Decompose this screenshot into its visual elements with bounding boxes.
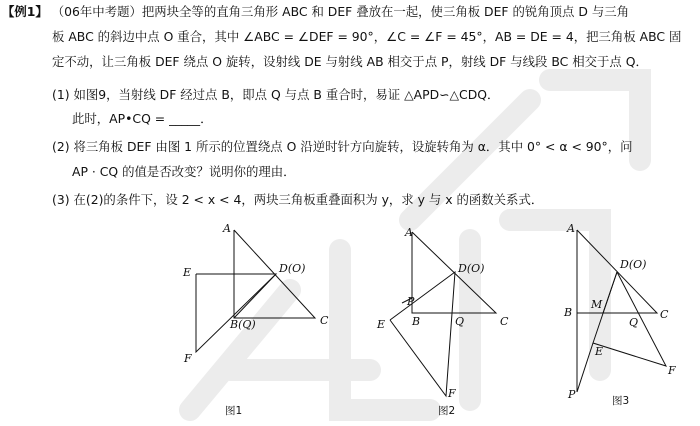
fig1-label-b: B(Q) xyxy=(230,318,256,331)
problem-line-1 xyxy=(2,4,629,20)
fig2-caption: 图2 xyxy=(438,405,456,417)
figure-3 xyxy=(577,230,666,392)
fig1-label-d: D(O) xyxy=(279,262,306,275)
figures xyxy=(0,212,700,426)
example-label: 【例1】 xyxy=(2,4,48,19)
fig1-triangle-def xyxy=(196,274,276,352)
fig2-triangle-def xyxy=(390,272,455,396)
fig2-label-a: A xyxy=(405,226,413,239)
fig1-label-f: F xyxy=(184,352,192,365)
question-3-text: (3) 在(2)的条件下，设 2 < x < 4，两块三角板重叠面积为 y，求 y 与 x 的函数关系式． xyxy=(52,192,544,207)
problem-text-3: 定不动，让三角板 DEF 绕点 O 旋转，设射线 DE 与射线 AB 相交于点 P，射线 DF 与线段 BC 相交于点 Q． xyxy=(52,54,648,69)
fig2-label-d: D(O) xyxy=(458,262,485,275)
fig3-label-d: D(O) xyxy=(620,258,647,271)
question-2-text-cont: AP · CQ 的值是否改变？说明你的理由． xyxy=(72,164,296,179)
fig3-label-a: A xyxy=(567,222,575,235)
fig3-triangle-abc xyxy=(577,230,657,313)
figure-2 xyxy=(390,232,496,396)
fig1-caption: 图1 xyxy=(225,405,243,417)
fig3-ray-de xyxy=(577,343,593,392)
fig3-label-f: F xyxy=(668,364,676,377)
fig3-label-p: P xyxy=(568,388,576,401)
fig3-label-m: M xyxy=(591,298,603,311)
fig3-segment-dm xyxy=(603,272,617,313)
question-1-text: (1) 如图9，当射线 DF 经过点 B，即点 Q 与点 B 重合时，易证 △APD∽△CDQ． xyxy=(52,87,500,102)
fig2-label-f: F xyxy=(448,387,456,400)
fig2-label-p: P xyxy=(407,295,415,308)
fig3-caption: 图3 xyxy=(612,395,630,407)
problem-text-2: 板 ABC 的斜边中点 O 重合，其中 ∠ABC = ∠DEF = 90°，∠C = ∠F = 45°，AB = DE = 4，把三角板 ABC 固 xyxy=(52,29,682,44)
fig1-label-c: C xyxy=(320,314,329,327)
problem-text-1: （06年中考题）把两块全等的直角三角形 ABC 和 DEF 叠放在一起，使三角板 DEF 的锐角顶点 D 与三角 xyxy=(51,4,630,19)
fig3-label-q: Q xyxy=(629,316,639,329)
fig2-label-c: C xyxy=(500,315,509,328)
fig2-label-b: B xyxy=(412,315,421,328)
question-1-answer: 此时，AP•CQ = _____． xyxy=(72,111,213,126)
figure-1 xyxy=(196,230,315,352)
question-2-text: (2) 将三角板 DEF 由图 1 所示的位置绕点 O 沿逆时针方向旋转，设旋转角为 α．其中 0° < α < 90°，问 xyxy=(52,139,633,154)
fig1-segment-db xyxy=(234,274,276,318)
fig2-label-q: Q xyxy=(455,315,465,328)
fig2-label-e: E xyxy=(377,318,386,331)
fig1-label-a: A xyxy=(223,222,231,235)
fig3-label-b: B xyxy=(564,306,573,319)
fig1-label-e: E xyxy=(183,266,192,279)
fig3-label-c: C xyxy=(660,308,669,321)
fig3-label-e: E xyxy=(595,345,604,358)
